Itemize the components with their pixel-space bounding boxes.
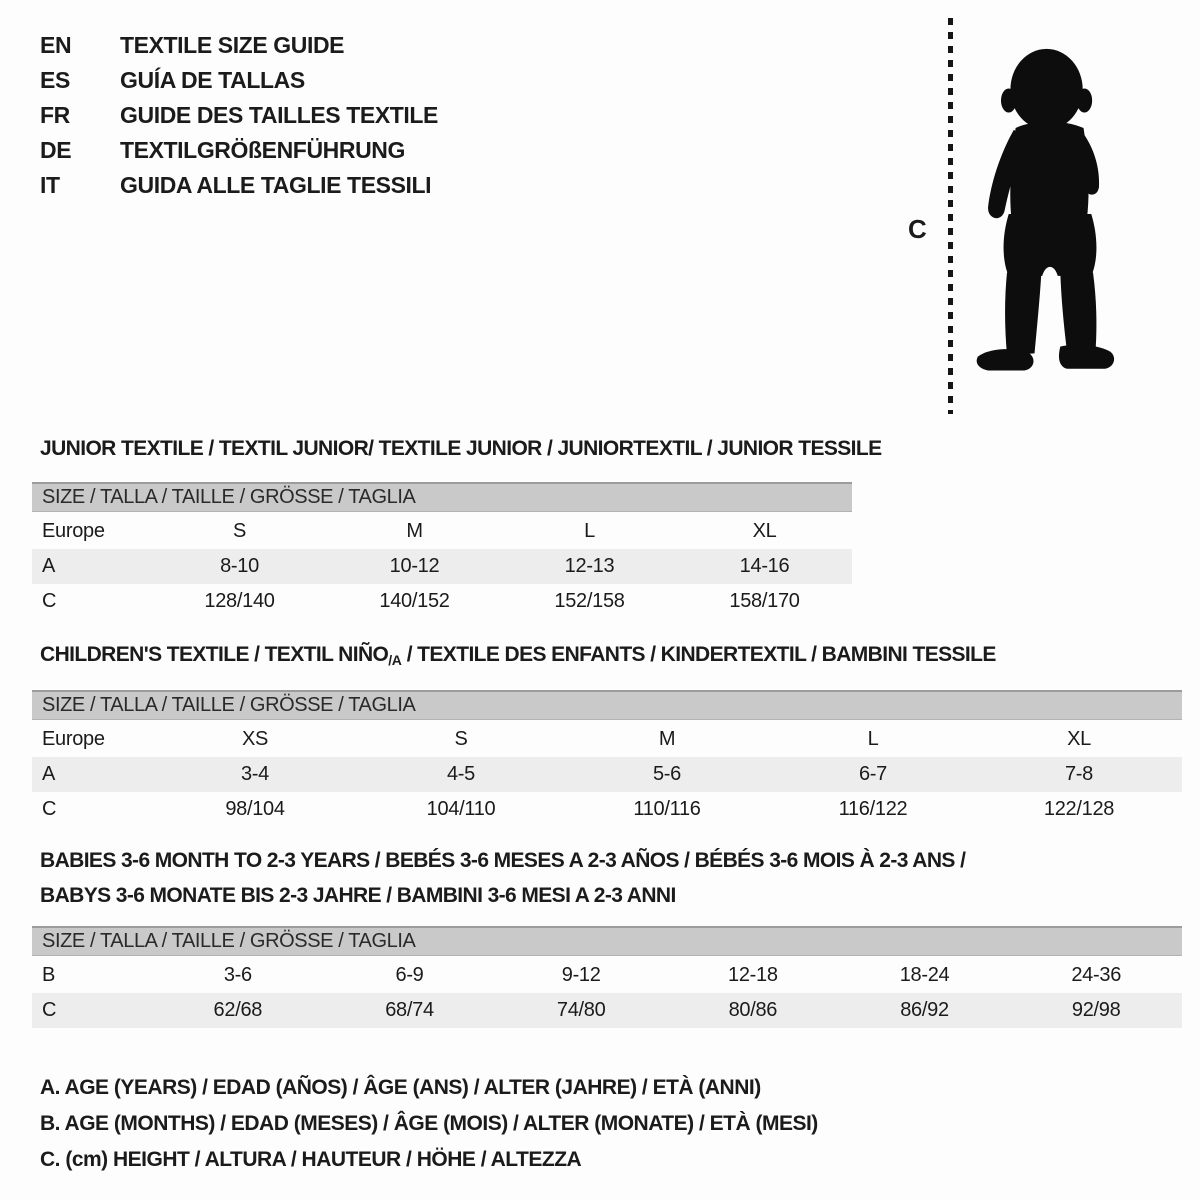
months-value: 3-6 <box>223 964 252 986</box>
lang-row-de <box>40 133 438 168</box>
lang-code: ES <box>40 67 70 93</box>
age-value: 8-10 <box>220 555 259 577</box>
row-label: B <box>42 964 56 986</box>
lang-title: GUIDE DES TAILLES TEXTILE <box>120 102 438 128</box>
row-label: A <box>42 763 56 785</box>
legend-block <box>40 1070 818 1178</box>
lang-title: TEXTILE SIZE GUIDE <box>120 32 345 58</box>
lang-code: DE <box>40 137 72 163</box>
row-label: C <box>42 999 57 1021</box>
junior-size-table <box>32 482 852 619</box>
height-value: 140/152 <box>379 590 450 612</box>
age-value: 7-8 <box>1064 763 1093 785</box>
children-section-title <box>40 643 996 668</box>
size-column: XL <box>1067 728 1091 750</box>
height-value: 116/122 <box>838 798 908 820</box>
age-value: 14-16 <box>739 555 790 577</box>
legend-age-years: A. AGE (YEARS) / EDAD (AÑOS) / ÂGE (ANS) / ALTER (JAHRE) / ETÀ (ANNI) <box>40 1076 761 1099</box>
size-column: S <box>454 728 468 750</box>
lang-row-it <box>40 168 438 203</box>
lang-title: GUIDA ALLE TAGLIE TESSILI <box>120 172 432 198</box>
babies-height-row <box>32 993 1182 1028</box>
lang-code: EN <box>40 32 72 58</box>
age-value: 10-12 <box>389 555 440 577</box>
children-height-row <box>32 792 1182 827</box>
height-value: 98/104 <box>225 798 285 820</box>
children-age-row <box>32 757 1182 792</box>
height-measure-dashed-line <box>948 18 953 414</box>
age-value: 12-13 <box>564 555 615 577</box>
height-value: 104/110 <box>426 798 496 820</box>
row-label: C <box>42 798 57 820</box>
size-column: L <box>867 728 879 750</box>
children-size-table <box>32 690 1182 827</box>
size-column: XS <box>241 728 269 750</box>
months-value: 9-12 <box>561 964 601 986</box>
height-value: 110/116 <box>633 798 701 820</box>
lang-code: FR <box>40 102 70 128</box>
size-column: M <box>406 520 423 542</box>
children-title-subscript: /A <box>388 652 402 668</box>
months-value: 6-9 <box>395 964 424 986</box>
height-value: 128/140 <box>204 590 275 612</box>
row-label: C <box>42 590 57 612</box>
legend-age-months: B. AGE (MONTHS) / EDAD (MESES) / ÂGE (MOIS) / ALTER (MONATE) / ETÀ (MESI) <box>40 1112 818 1135</box>
height-value: 86/92 <box>900 999 949 1021</box>
junior-columns-row <box>32 514 852 549</box>
age-value: 3-4 <box>240 763 269 785</box>
row-label: A <box>42 555 56 577</box>
size-column: S <box>232 520 247 542</box>
size-column: XL <box>752 520 777 542</box>
height-value: 152/158 <box>554 590 625 612</box>
lang-title: GUÍA DE TALLAS <box>120 67 305 93</box>
size-column: L <box>584 520 595 542</box>
children-title-suffix: / TEXTILE DES ENFANTS / KINDERTEXTIL / BAMBINI TESSILE <box>401 643 996 666</box>
age-value: 4-5 <box>446 763 475 785</box>
age-value: 6-7 <box>858 763 887 785</box>
height-measure-label: C <box>908 214 927 244</box>
height-value: 122/128 <box>1043 798 1115 820</box>
junior-age-row <box>32 549 852 584</box>
babies-size-table <box>32 926 1182 1028</box>
height-value: 80/86 <box>728 999 778 1021</box>
babies-size-header-bar: SIZE / TALLA / TAILLE / GRÖSSE / TAGLIA <box>32 926 1182 956</box>
children-size-header-bar: SIZE / TALLA / TAILLE / GRÖSSE / TAGLIA <box>32 690 1182 720</box>
size-column: M <box>658 728 676 750</box>
children-title-prefix: CHILDREN'S TEXTILE / TEXTIL NIÑO <box>40 643 389 666</box>
babies-title-line1: BABIES 3-6 MONTH TO 2-3 YEARS / BEBÉS 3-6 MESES A 2-3 AÑOS / BÉBÉS 3-6 MOIS À 2-3 ANS / <box>40 848 966 872</box>
height-value: 74/80 <box>556 999 606 1021</box>
junior-section-title: JUNIOR TEXTILE / TEXTIL JUNIOR/ TEXTILE JUNIOR / JUNIORTEXTIL / JUNIOR TESSILE <box>40 437 882 460</box>
region-label: Europe <box>42 520 105 542</box>
height-value: 92/98 <box>1071 999 1121 1021</box>
height-value: 62/68 <box>213 999 263 1021</box>
lang-title: TEXTILGRÖßENFÜHRUNG <box>120 137 405 163</box>
children-columns-row <box>32 722 1182 757</box>
junior-height-row <box>32 584 852 619</box>
babies-title-line2: BABYS 3-6 MONATE BIS 2-3 JAHRE / BAMBINI 3-6 MESI A 2-3 ANNI <box>40 883 676 907</box>
height-value: 68/74 <box>385 999 434 1021</box>
language-title-block <box>40 28 438 203</box>
months-value: 24-36 <box>1071 964 1122 986</box>
lang-row-es <box>40 63 438 98</box>
babies-months-row <box>32 958 1182 993</box>
months-value: 18-24 <box>899 964 950 986</box>
toddler-silhouette <box>964 14 1136 414</box>
junior-size-header-bar: SIZE / TALLA / TAILLE / GRÖSSE / TAGLIA <box>32 482 852 512</box>
height-value: 158/170 <box>729 590 800 612</box>
lang-row-fr <box>40 98 438 133</box>
age-value: 5-6 <box>652 763 681 785</box>
region-label: Europe <box>42 728 105 750</box>
lang-row-en <box>40 28 438 63</box>
months-value: 12-18 <box>728 964 778 986</box>
babies-section-title <box>40 843 965 913</box>
legend-height-cm: C. (cm) HEIGHT / ALTURA / HAUTEUR / HÖHE / ALTEZZA <box>40 1148 582 1171</box>
lang-code: IT <box>40 172 60 198</box>
